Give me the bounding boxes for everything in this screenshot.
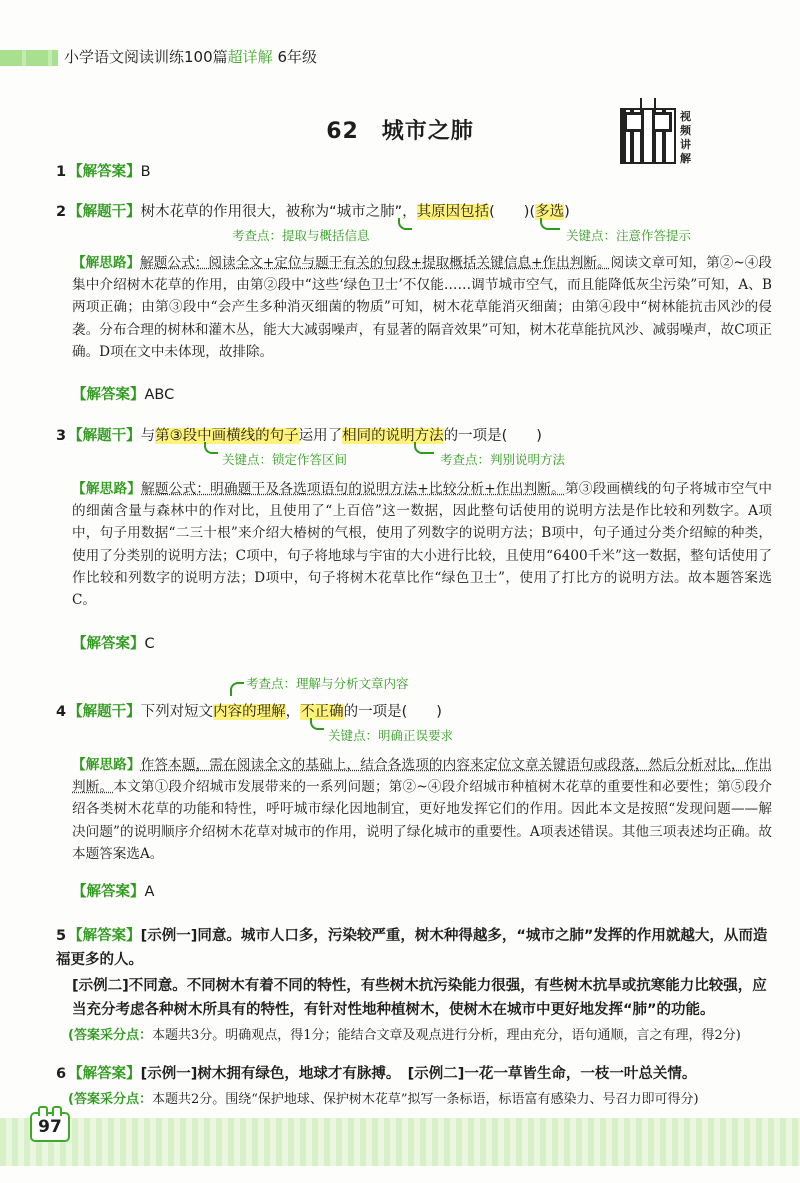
scoring-text: 本题共3分。明确观点，得1分；能结合文章及观点进行分析，理由充分，语句通顺，言之有理，得2分) (151, 1028, 741, 1043)
stem-highlight: 内容的理解 (213, 704, 286, 720)
answer-text: A (144, 884, 155, 900)
answer-tag: 【解答案】 (68, 1066, 141, 1082)
answer-tag: 【解答案】 (72, 636, 145, 652)
answer-tag: 【解答案】 (68, 928, 141, 944)
question-number: 1 (56, 164, 67, 180)
stem-text: 与 (140, 428, 156, 444)
answer-tag: 【解答案】 (72, 884, 145, 900)
analysis-tag: 【解思路】 (72, 255, 141, 271)
key-point-note: 关键点：锁定作答区间 (222, 452, 348, 467)
qr-label: 视频讲解 (680, 110, 691, 165)
exam-point-note: 考查点：提取与概括信息 (232, 228, 370, 243)
analysis-text: 阅读文章可知，第②~④段集中介绍树木花草的作用，由第②段中“这些‘绿色卫士’不仅能……调节城市空气，而且能降低灰尘污染”可知，A、B两项正确；由第③段中“会产生多种消灭细菌的物质”可知，树木花草能消灭细菌；由第④段中“树林能抗击风沙的侵袭。分布合理的树林和灌木丛，能大大减弱噪声，有显著的隔音效果”可知，树木花草能抗风沙、减弱噪声，故C项正确。D项在文中未体现，故排除。 (72, 255, 773, 360)
stem-highlight: 不正确 (300, 704, 344, 720)
question-4-stem (56, 700, 442, 721)
question-number: 5 (56, 928, 67, 944)
question-number: 2 (56, 204, 67, 220)
formula-text: 作答本题，需在阅读全文的基础上，结合各选项的内容来定位文章关键语句或段落，然后分析对比，作出判断。 (72, 757, 772, 796)
answer-text: C (144, 636, 155, 652)
question-3-stem (56, 424, 542, 445)
brand-label: 超详解 (227, 48, 273, 66)
stem-text: 运用了 (298, 428, 343, 444)
footer-band (0, 1118, 800, 1166)
answer-tag: 【解答案】 (72, 387, 145, 403)
question-1 (56, 160, 151, 181)
scoring-text: 本题共2分。围绕“保护地球、保护树木花草”拟写一条标语，标语富有感染力、号召力即可得分) (151, 1092, 699, 1107)
analysis-tag: 【解思路】 (72, 757, 141, 773)
stem-text: 的一项是( ) (443, 428, 542, 444)
answer-example-2: [示例二]不同意。不同树木有着不同的特性，有些树木抗污染能力很强，有些树木抗旱或抗寒能力比较强，应当充分考虑各种树木所具有的特性，有针对性地种植树木，使树木在城市中更好地发挥“肺”的功能。 (72, 978, 767, 1018)
stem-text: ) (564, 204, 570, 220)
running-header (58, 46, 323, 67)
question-number: 6 (56, 1066, 67, 1082)
note-arrow (398, 218, 412, 230)
scoring-note (68, 1024, 741, 1043)
stem-tag: 【解题干】 (68, 204, 141, 220)
question-2-stem (56, 200, 570, 221)
scoring-tag: (答案采分点： (68, 1028, 152, 1043)
analysis-paragraph (72, 754, 772, 865)
question-2-answer (72, 383, 174, 404)
question-number: 3 (56, 428, 67, 444)
answer-text: ABC (144, 387, 175, 403)
stem-tag: 【解题干】 (68, 428, 141, 444)
stem-text: 树木花草的作用很大，被称为“城市之肺”， (140, 204, 417, 220)
answer-tag: 【解答案】 (68, 164, 141, 180)
note-arrow (310, 718, 324, 730)
question-number: 4 (56, 704, 67, 720)
stem-text: 的一项是( ) (343, 704, 442, 720)
question-5-answer (56, 924, 776, 972)
question-3-answer (72, 632, 155, 653)
series-title: 小学语文阅读训练100篇 (64, 48, 228, 66)
note-arrow (204, 442, 218, 454)
scoring-tag: (答案采分点： (68, 1092, 152, 1107)
exam-point-note: 考查点：判别说明方法 (440, 452, 566, 467)
analysis-paragraph (72, 252, 772, 363)
stem-tag: 【解题干】 (68, 704, 141, 720)
stem-text: 下列对短文 (140, 704, 214, 720)
stem-text: ( )( (489, 204, 536, 220)
answer-example-1: [示例一]同意。城市人口多，污染较严重，树木种得越多，“城市之肺”发挥的作用就越大，从而造福更多的人。 (56, 928, 768, 968)
key-point-note: 关键点：注意作答提示 (566, 228, 692, 243)
note-arrow (230, 682, 244, 696)
scoring-note (68, 1088, 699, 1107)
analysis-tag: 【解思路】 (72, 481, 142, 497)
note-arrow (540, 218, 560, 230)
formula-text: 解题公式：阅读全文+定位与题干有关的句段+提取概括关键信息+作出判断。 (140, 255, 611, 271)
grade-label: 6年级 (277, 48, 317, 66)
analysis-text: 第③段画横线的句子将城市空气中的细菌含量与森林中的作对比，且使用了“上百倍”这一数据，因此整句话使用的说明方法是作比较和列数字。A项中，句子用数据“二三十根”来介绍大椿树的气根，使用了列数字的说明方法；B项中，句子通过分类介绍鲸的种类，使用了分类别的说明方法；C项中，句子将地球与宇宙的大小进行比较，且使用“6400千米”这一数据，整句话使用了作比较和列数字的说明方法；D项中，句子将树木花草比作“绿色卫士”，使用了打比方的说明方法。故本题答案选C。 (72, 481, 773, 609)
note-arrow (414, 442, 434, 454)
qr-antenna-icon (640, 98, 656, 108)
answer-text: B (140, 164, 151, 180)
analysis-paragraph (72, 478, 772, 611)
page-title: 62 城市之肺 (326, 119, 474, 144)
answer-examples: [示例一]树木拥有绿色，地球才有脉搏。 [示例二]一花一草皆生命，一枝一叶总关情。 (140, 1066, 697, 1082)
key-point-note: 关键点：明确正误要求 (328, 728, 454, 743)
exam-point-note: 考查点：理解与分析文章内容 (246, 676, 409, 691)
question-4-answer (72, 880, 154, 901)
stem-text: ， (285, 704, 301, 720)
qr-code-icon[interactable] (620, 108, 676, 164)
stem-highlight: 第③段中画横线的句子 (155, 428, 299, 444)
page-number: 97 (30, 1112, 70, 1142)
analysis-text: 本文第①段介绍城市发展带来的一系列问题；第②~④段介绍城市种植树木花草的重要性和必要性；第⑤段介绍各类树木花草的功能和特性，呼吁城市绿化因地制宜，更好地发挥它们的作用。因此本文是按照“发现问题——解决问题”的说明顺序介绍树木花草对城市的作用，说明了绿化城市的重要性。A项表述错误。其他三项表述均正确。故本题答案选A。 (72, 779, 773, 862)
question-6-answer (56, 1062, 696, 1083)
stem-highlight: 相同的说明方法 (342, 428, 444, 444)
stem-highlight: 其原因包括 (416, 204, 490, 220)
stem-highlight: 多选 (535, 204, 565, 220)
formula-text: 解题公式：明确题干及各选项语句的说明方法+比较分析+作出判断。 (141, 481, 565, 497)
